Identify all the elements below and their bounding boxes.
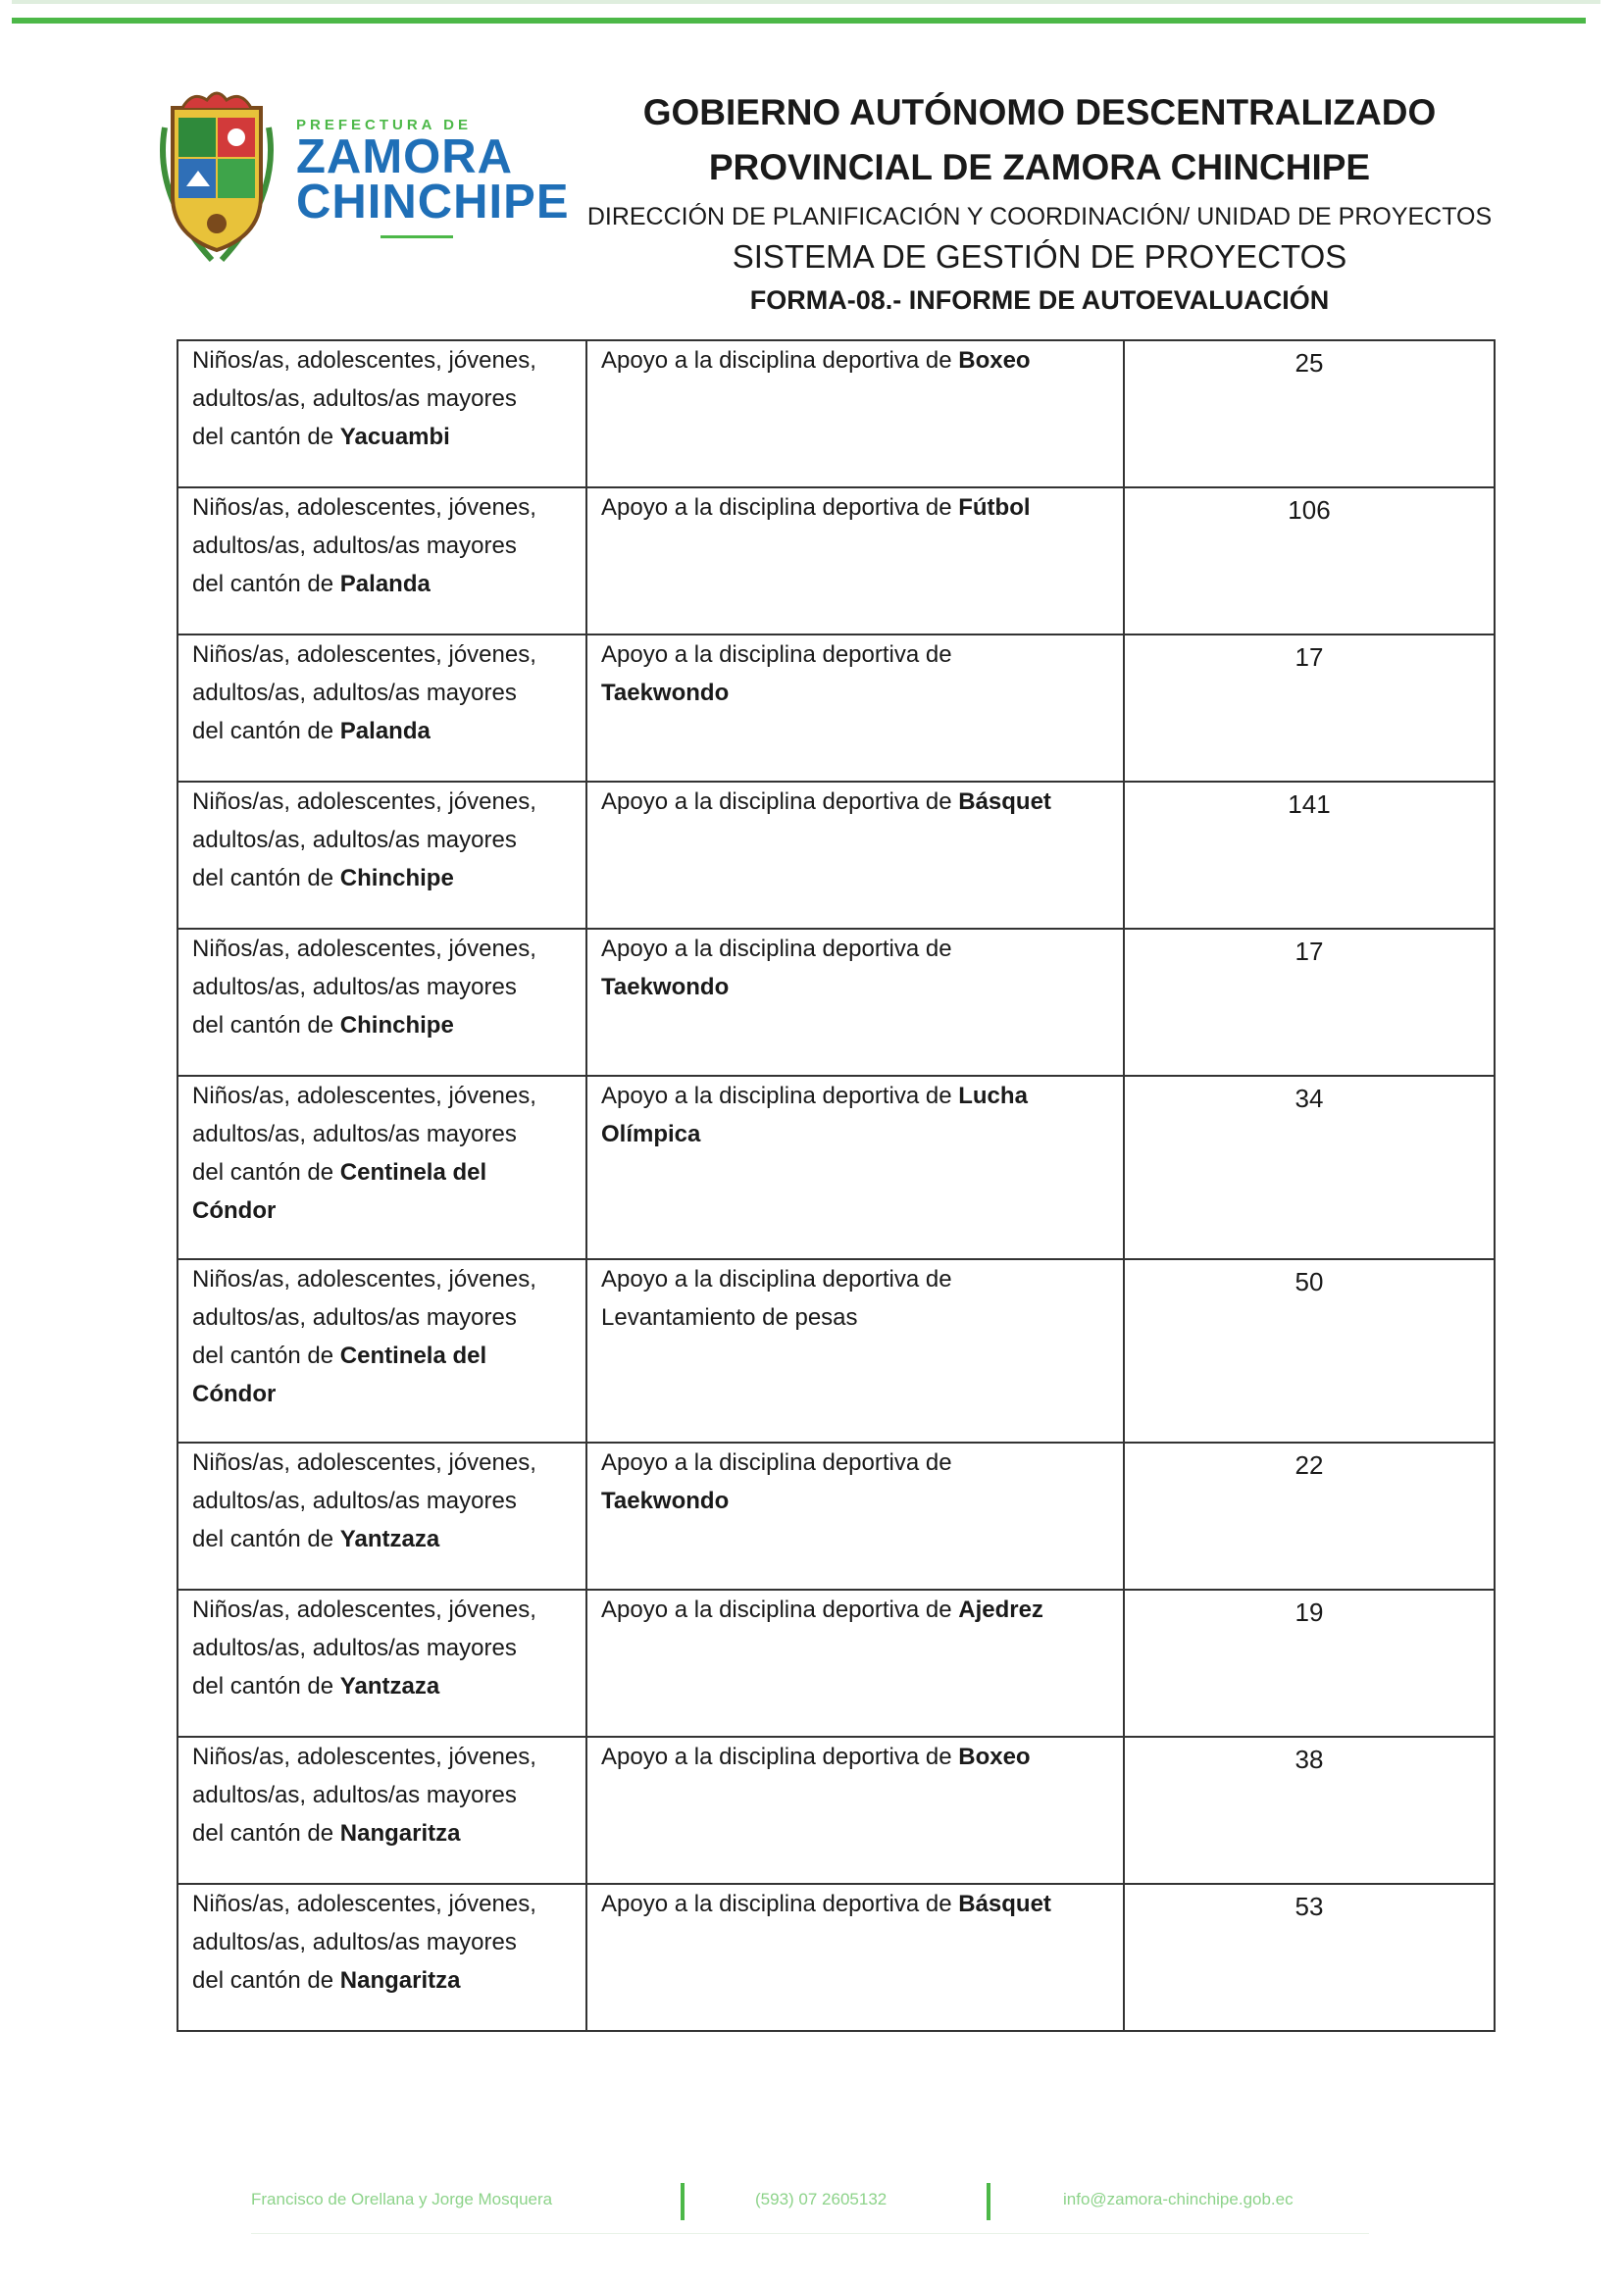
footer-separator — [681, 2183, 685, 2220]
activity-cell — [586, 340, 1124, 487]
discipline-name: Taekwondo — [601, 1488, 730, 1514]
activity-text: Apoyo a la disciplina deportiva de — [601, 1083, 959, 1109]
canton-name: Chinchipe — [339, 1012, 454, 1039]
activity-cell — [586, 487, 1124, 634]
beneficiaries-line: Niños/as, adolescentes, jóvenes, — [192, 641, 536, 668]
canton-name: Centinela del — [339, 1159, 487, 1186]
beneficiaries-line: Niños/as, adolescentes, jóvenes, — [192, 1083, 536, 1109]
beneficiaries-line: del cantón de — [192, 1159, 340, 1186]
canton-name-cont: Cóndor — [192, 1381, 277, 1407]
beneficiaries-line: Niños/as, adolescentes, jóvenes, — [192, 347, 536, 374]
beneficiary-count: 19 — [1124, 1590, 1495, 1737]
footer — [251, 2183, 1369, 2222]
activity-cell — [586, 634, 1124, 782]
beneficiaries-cell — [178, 782, 586, 929]
discipline-name: Ajedrez — [958, 1597, 1043, 1623]
beneficiaries-line: Niños/as, adolescentes, jóvenes, — [192, 788, 536, 815]
beneficiaries-line: adultos/as, adultos/as mayores — [192, 1488, 517, 1514]
beneficiaries-line: Niños/as, adolescentes, jóvenes, — [192, 936, 536, 962]
beneficiaries-line: adultos/as, adultos/as mayores — [192, 1304, 517, 1331]
title-line1: GOBIERNO AUTÓNOMO DESCENTRALIZADO — [642, 92, 1437, 132]
table-row — [178, 1590, 1495, 1737]
canton-name: Chinchipe — [339, 865, 454, 891]
beneficiaries-line: adultos/as, adultos/as mayores — [192, 680, 517, 706]
beneficiaries-line: del cantón de — [192, 1967, 340, 1994]
beneficiaries-cell — [178, 634, 586, 782]
beneficiaries-line: del cantón de — [192, 865, 340, 891]
top-green-rule — [12, 18, 1586, 24]
footer-phone: (593) 07 2605132 — [755, 2190, 888, 2208]
beneficiaries-line: Niños/as, adolescentes, jóvenes, — [192, 1891, 536, 1917]
beneficiaries-line: del cantón de — [192, 718, 340, 744]
activity-cell — [586, 1590, 1124, 1737]
beneficiaries-line: adultos/as, adultos/as mayores — [192, 533, 517, 559]
discipline-name: Fútbol — [958, 494, 1031, 521]
activity-text: Apoyo a la disciplina deportiva de — [601, 936, 952, 962]
system-line: SISTEMA DE GESTIÓN DE PROYECTOS — [732, 238, 1347, 275]
canton-name-cont: Cóndor — [192, 1197, 277, 1224]
beneficiaries-line: Niños/as, adolescentes, jóvenes, — [192, 1597, 536, 1623]
beneficiaries-line: adultos/as, adultos/as mayores — [192, 1782, 517, 1808]
footer-rule — [251, 2233, 1369, 2234]
table-row — [178, 340, 1495, 487]
table-row — [178, 634, 1495, 782]
canton-name: Nangaritza — [339, 1967, 461, 1994]
discipline-name: Básquet — [958, 1891, 1051, 1917]
table-row — [178, 1076, 1495, 1259]
beneficiaries-line: Niños/as, adolescentes, jóvenes, — [192, 1744, 536, 1770]
beneficiaries-line: del cantón de — [192, 1343, 340, 1369]
beneficiaries-cell — [178, 1076, 586, 1259]
form-title: FORMA-08.- INFORME DE AUTOEVALUACIÓN — [749, 285, 1330, 315]
activity-cell — [586, 1443, 1124, 1590]
self-evaluation-table — [177, 339, 1496, 2032]
brand-kicker: PREFECTURA DE — [296, 117, 472, 133]
beneficiaries-line: adultos/as, adultos/as mayores — [192, 1929, 517, 1955]
table-row — [178, 487, 1495, 634]
beneficiaries-cell — [178, 340, 586, 487]
footer-separator — [987, 2183, 990, 2220]
beneficiaries-line: adultos/as, adultos/as mayores — [192, 385, 517, 412]
canton-name: Yacuambi — [339, 424, 450, 450]
activity-cell — [586, 1259, 1124, 1443]
activity-text: Apoyo a la disciplina deportiva de — [601, 1744, 959, 1770]
activity-text: Apoyo a la disciplina deportiva de — [601, 1597, 959, 1623]
beneficiaries-line: del cantón de — [192, 1820, 340, 1847]
beneficiaries-line: Niños/as, adolescentes, jóvenes, — [192, 1449, 536, 1476]
title-line2: PROVINCIAL DE ZAMORA CHINCHIPE — [708, 147, 1371, 187]
beneficiary-count: 17 — [1124, 634, 1495, 782]
activity-cell — [586, 782, 1124, 929]
discipline-name: Básquet — [958, 788, 1051, 815]
coat-of-arms-icon — [153, 88, 280, 265]
discipline-name: Taekwondo — [601, 680, 730, 706]
canton-name: Centinela del — [339, 1343, 487, 1369]
beneficiaries-cell — [178, 1259, 586, 1443]
beneficiaries-cell — [178, 929, 586, 1076]
canton-name: Palanda — [339, 718, 431, 744]
discipline-name: Levantamiento de pesas — [601, 1304, 858, 1331]
beneficiary-count: 22 — [1124, 1443, 1495, 1590]
beneficiaries-cell — [178, 1443, 586, 1590]
beneficiary-count: 34 — [1124, 1076, 1495, 1259]
footer-email: info@zamora-chinchipe.gob.ec — [1063, 2190, 1294, 2208]
activity-cell — [586, 929, 1124, 1076]
beneficiaries-line: adultos/as, adultos/as mayores — [192, 827, 517, 853]
table-row — [178, 782, 1495, 929]
activity-text: Apoyo a la disciplina deportiva de — [601, 347, 959, 374]
table-row — [178, 929, 1495, 1076]
canton-name: Yantzaza — [339, 1526, 440, 1552]
activity-text: Apoyo a la disciplina deportiva de — [601, 1266, 952, 1293]
table-row — [178, 1884, 1495, 2031]
top-rule-faint — [12, 0, 1600, 4]
table-body — [178, 340, 1495, 2031]
beneficiaries-cell — [178, 487, 586, 634]
brand-name-line2: CHINCHIPE — [296, 176, 570, 228]
table-row — [178, 1737, 1495, 1884]
beneficiary-count: 53 — [1124, 1884, 1495, 2031]
department-line: DIRECCIÓN DE PLANIFICACIÓN Y COORDINACIÓN/ UNIDAD DE PROYECTOS — [586, 203, 1493, 230]
activity-cell — [586, 1076, 1124, 1259]
activity-cell — [586, 1884, 1124, 2031]
beneficiaries-line: del cantón de — [192, 1012, 340, 1039]
discipline-name: Taekwondo — [601, 974, 730, 1000]
activity-text: Apoyo a la disciplina deportiva de — [601, 641, 952, 668]
canton-name: Yantzaza — [339, 1673, 440, 1700]
activity-text: Apoyo a la disciplina deportiva de — [601, 1449, 952, 1476]
beneficiaries-cell — [178, 1590, 586, 1737]
beneficiaries-line: del cantón de — [192, 1673, 340, 1700]
footer-address: Francisco de Orellana y Jorge Mosquera — [251, 2190, 553, 2208]
beneficiaries-line: del cantón de — [192, 571, 340, 597]
beneficiary-count: 141 — [1124, 782, 1495, 929]
beneficiary-count: 38 — [1124, 1737, 1495, 1884]
beneficiaries-cell — [178, 1884, 586, 2031]
beneficiaries-line: del cantón de — [192, 1526, 340, 1552]
canton-name: Nangaritza — [339, 1820, 461, 1847]
beneficiaries-line: del cantón de — [192, 424, 340, 450]
discipline-name: Lucha Olímpica — [601, 1083, 1028, 1147]
activity-text: Apoyo a la disciplina deportiva de — [601, 1891, 959, 1917]
beneficiaries-line: adultos/as, adultos/as mayores — [192, 974, 517, 1000]
table-row — [178, 1443, 1495, 1590]
activity-text: Apoyo a la disciplina deportiva de — [601, 494, 959, 521]
beneficiaries-line: Niños/as, adolescentes, jóvenes, — [192, 494, 536, 521]
beneficiaries-line: adultos/as, adultos/as mayores — [192, 1121, 517, 1147]
beneficiary-count: 50 — [1124, 1259, 1495, 1443]
prefectura-logo — [153, 88, 570, 275]
discipline-name: Boxeo — [958, 1744, 1031, 1770]
brand-underline — [381, 235, 453, 238]
beneficiary-count: 25 — [1124, 340, 1495, 487]
discipline-name: Boxeo — [958, 347, 1031, 374]
beneficiaries-cell — [178, 1737, 586, 1884]
table-row — [178, 1259, 1495, 1443]
activity-text: Apoyo a la disciplina deportiva de — [601, 788, 959, 815]
beneficiary-count: 106 — [1124, 487, 1495, 634]
beneficiary-count: 17 — [1124, 929, 1495, 1076]
beneficiaries-line: adultos/as, adultos/as mayores — [192, 1635, 517, 1661]
brand-name-line1: ZAMORA — [296, 130, 514, 183]
beneficiaries-line: Niños/as, adolescentes, jóvenes, — [192, 1266, 536, 1293]
activity-cell — [586, 1737, 1124, 1884]
canton-name: Palanda — [339, 571, 431, 597]
